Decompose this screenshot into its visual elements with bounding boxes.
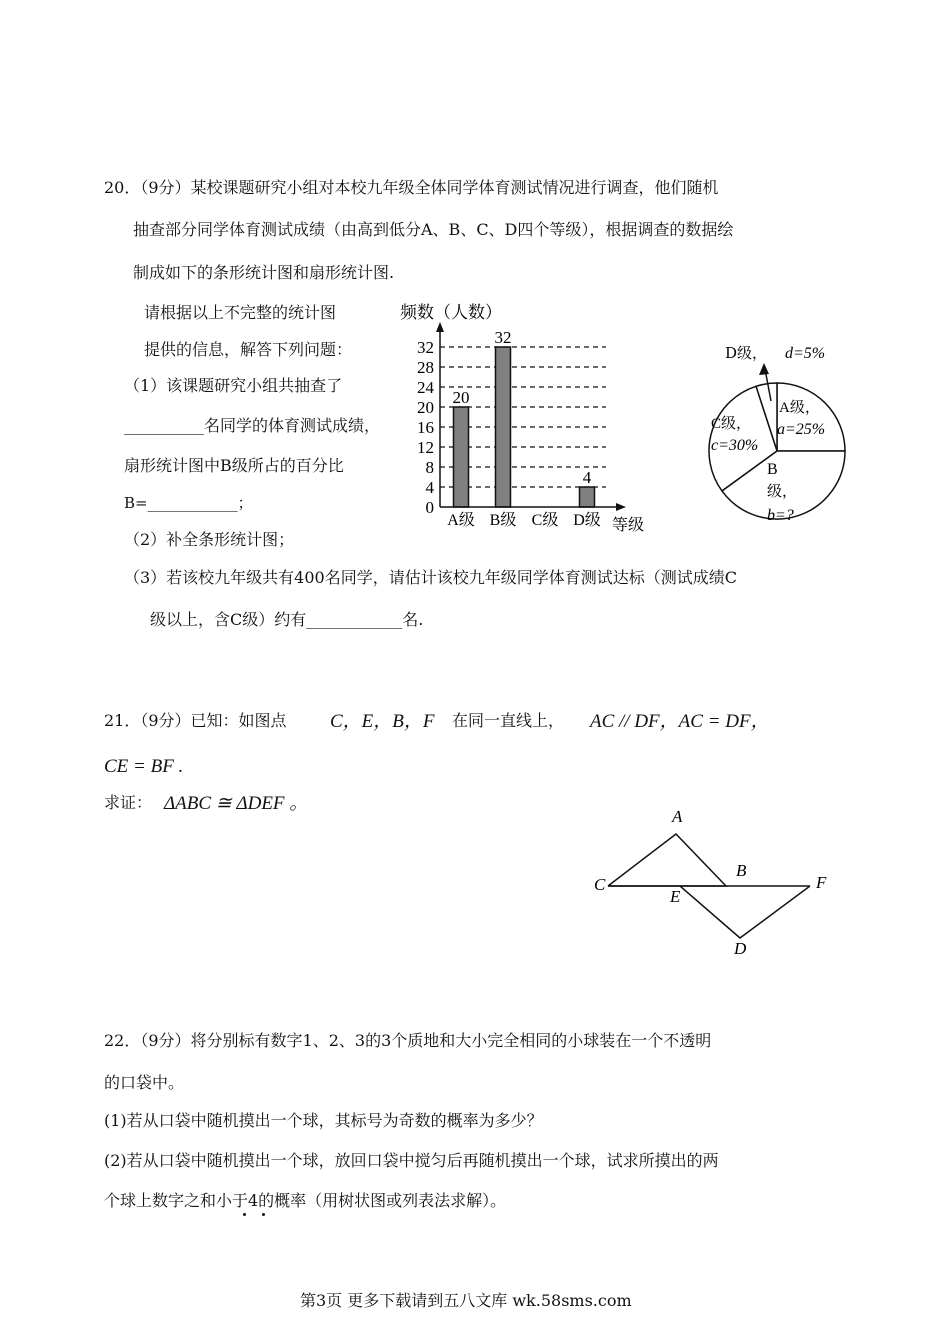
bar-ytick-label: 8 — [425, 458, 434, 477]
pie-b-label2: 级， — [767, 484, 798, 500]
bar-data-label: 4 — [582, 468, 592, 487]
bar-chart — [400, 300, 660, 540]
bar-xlabel: 等级 — [612, 517, 645, 534]
q22-line5: 个球上数字之和小于4的概率（用树状图或列表法求解）。 — [104, 1191, 507, 1210]
emphasis-dot — [243, 1213, 246, 1216]
bar-ytick-label: 32 — [417, 338, 434, 357]
q21-head: 21．（9分）已知：如图点 — [104, 711, 287, 730]
bar-data-label: 20 — [452, 388, 470, 407]
page-footer: 第3页 更多下载请到五八文库 wk.58sms.com — [300, 1291, 632, 1310]
q21-cond2: CE = BF . — [104, 756, 184, 777]
bar-ytick-label: 0 — [425, 498, 434, 517]
pie-c-label1: C级， — [711, 416, 752, 432]
label-b: B — [736, 861, 747, 880]
bar-ytick-label: 24 — [417, 378, 434, 397]
label-f: F — [816, 873, 827, 892]
bar-ytick-label: 12 — [417, 438, 434, 457]
bar-category-label: B级 — [489, 512, 517, 529]
q22-line4: (2)若从口袋中随机摸出一个球，放回口袋中搅匀后再随机摸出一个球，试求所摸出的两 — [104, 1151, 719, 1170]
bar-0 — [454, 407, 469, 507]
q20-sub2: （2）补全条形统计图； — [124, 530, 295, 549]
q20-line3: 制成如下的条形统计图和扇形统计图. — [133, 263, 395, 282]
q20-sub3b: 级以上，含C级）约有____________名. — [150, 610, 424, 629]
bar-ytick-label: 28 — [417, 358, 434, 377]
bar-ytick-label: 20 — [417, 398, 434, 417]
q21-prove-label: 求证： — [104, 793, 153, 812]
pie-d-label1: D级， — [725, 344, 768, 362]
bar-3 — [580, 487, 595, 507]
label-e: E — [670, 887, 681, 906]
q20-line1: 20．（9分）某校课题研究小组对本校九年级全体同学体育测试情况进行调查，他们随机 — [104, 178, 719, 197]
pie-slice-0 — [777, 383, 845, 451]
q20-left1: 请根据以上不完整的统计图 — [144, 303, 337, 322]
q20-left2: 提供的信息，解答下列问题： — [144, 340, 353, 359]
q22-line2: 的口袋中。 — [104, 1073, 185, 1092]
pie-d-arrowhead — [759, 363, 769, 375]
bar-y-arrow — [436, 322, 444, 332]
bar-1 — [496, 347, 511, 507]
bar-ytick-label: 16 — [417, 418, 434, 437]
q20-line2: 抽查部分同学体育测试成绩（由高到低分A、B、C、D四个等级），根据调查的数据绘 — [133, 220, 734, 239]
q21-prove: ΔABC ≅ ΔDEF 。 — [164, 793, 309, 814]
geometry-figure — [588, 800, 848, 960]
bar-category-label: C级 — [531, 512, 559, 529]
pie-d-label2: d=5% — [785, 345, 826, 362]
svg-text:D级， d=5% — [725, 344, 825, 362]
label-d: D — [734, 939, 747, 958]
q20-sub3a: （3）若该校九年级共有400名同学，请估计该校九年级同学体育测试达标（测试成绩C — [124, 568, 737, 587]
bar-x-arrow — [616, 503, 626, 511]
q20-sub1b: __________名同学的体育测试成绩， — [124, 416, 381, 435]
q20-sub1a: （1）该课题研究小组共抽查了 — [124, 376, 343, 395]
pie-a-label1: A级， — [779, 400, 820, 416]
bar-ylabel: 频数（人数） — [400, 303, 502, 322]
bar-data-label: 32 — [494, 328, 512, 347]
q21-cond1: AC // DF，AC = DF， — [590, 711, 770, 732]
bar-ytick-label: 4 — [425, 478, 434, 497]
pie-a-label2: a=25% — [777, 421, 826, 438]
q22-line1: 22．（9分）将分别标有数字1、2、3的3个质地和大小完全相同的小球装在一个不透明 — [104, 1031, 712, 1050]
triangle-abc — [608, 834, 726, 886]
label-a: A — [672, 807, 683, 826]
pie-b-label1: B — [767, 461, 778, 478]
pie-chart — [705, 340, 855, 530]
q20-sub1c: 扇形统计图中B级所占的百分比 — [124, 456, 344, 475]
q20-sub1d: B=____________； — [124, 494, 253, 512]
emphasis-dot — [262, 1213, 265, 1216]
q21-points: C，E，B，F — [330, 711, 435, 732]
bar-category-label: D级 — [573, 512, 601, 529]
triangle-def — [680, 886, 810, 938]
bar-category-label: A级 — [447, 512, 475, 529]
pie-b-label3: b=? — [767, 507, 794, 524]
q21-mid: 在同一直线上， — [452, 711, 565, 730]
q22-line3: (1)若从口袋中随机摸出一个球，其标号为奇数的概率为多少？ — [104, 1111, 543, 1130]
pie-c-label2: c=30% — [711, 437, 759, 454]
label-c: C — [594, 875, 606, 894]
